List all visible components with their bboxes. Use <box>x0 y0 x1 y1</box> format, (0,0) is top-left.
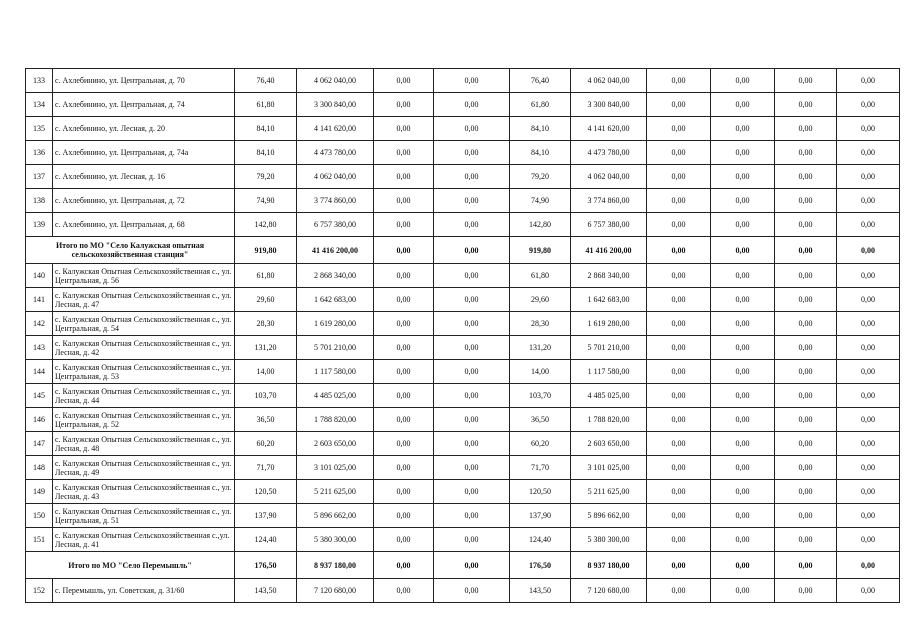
value-cell-5: 919,80 <box>510 237 571 264</box>
value-cell-5: 60,20 <box>510 432 571 456</box>
value-cell-7: 0,00 <box>647 552 711 579</box>
address-cell: с. Перемышль, ул. Советская, д. 31/60 <box>53 579 235 603</box>
value-cell-8: 0,00 <box>711 213 775 237</box>
address-cell: с. Ахлебинино, ул. Центральная, д. 72 <box>53 189 235 213</box>
address-cell: с. Калужская Опытная Сельскохозяйственная с., ул. Центральная, д. 56 <box>53 264 235 288</box>
value-cell-9: 0,00 <box>775 237 837 264</box>
value-cell-1: 143,50 <box>235 579 297 603</box>
value-cell-4: 0,00 <box>434 213 510 237</box>
value-cell-9: 0,00 <box>775 528 837 552</box>
value-cell-10: 0,00 <box>837 456 900 480</box>
value-cell-4: 0,00 <box>434 528 510 552</box>
value-cell-5: 71,70 <box>510 456 571 480</box>
row-number: 139 <box>26 213 53 237</box>
value-cell-8: 0,00 <box>711 117 775 141</box>
table-row <box>26 579 900 603</box>
value-cell-10: 0,00 <box>837 504 900 528</box>
value-cell-4: 0,00 <box>434 237 510 264</box>
value-cell-7: 0,00 <box>647 528 711 552</box>
value-cell-4: 0,00 <box>434 93 510 117</box>
value-cell-8: 0,00 <box>711 552 775 579</box>
value-cell-8: 0,00 <box>711 504 775 528</box>
address-cell: с. Калужская Опытная Сельскохозяйственная с., ул. Лесная, д. 48 <box>53 432 235 456</box>
value-cell-7: 0,00 <box>647 165 711 189</box>
value-cell-1: 131,20 <box>235 336 297 360</box>
row-number: 143 <box>26 336 53 360</box>
value-cell-1: 124,40 <box>235 528 297 552</box>
value-cell-10: 0,00 <box>837 93 900 117</box>
value-cell-8: 0,00 <box>711 189 775 213</box>
value-cell-9: 0,00 <box>775 360 837 384</box>
value-cell-9: 0,00 <box>775 432 837 456</box>
value-cell-8: 0,00 <box>711 456 775 480</box>
value-cell-3: 0,00 <box>374 93 434 117</box>
value-cell-8: 0,00 <box>711 288 775 312</box>
value-cell-10: 0,00 <box>837 528 900 552</box>
value-cell-9: 0,00 <box>775 552 837 579</box>
value-cell-7: 0,00 <box>647 189 711 213</box>
value-cell-2: 5 896 662,00 <box>297 504 374 528</box>
row-number: 140 <box>26 264 53 288</box>
value-cell-3: 0,00 <box>374 264 434 288</box>
value-cell-9: 0,00 <box>775 456 837 480</box>
value-cell-3: 0,00 <box>374 528 434 552</box>
value-cell-10: 0,00 <box>837 264 900 288</box>
table-row <box>26 189 900 213</box>
value-cell-6: 5 380 300,00 <box>571 528 647 552</box>
value-cell-10: 0,00 <box>837 237 900 264</box>
address-cell: с. Калужская Опытная Сельскохозяйственная с., ул. Центральная, д. 52 <box>53 408 235 432</box>
housing-program-table <box>25 68 900 603</box>
value-cell-4: 0,00 <box>434 69 510 93</box>
value-cell-7: 0,00 <box>647 93 711 117</box>
table-row <box>26 312 900 336</box>
value-cell-4: 0,00 <box>434 480 510 504</box>
value-cell-6: 5 896 662,00 <box>571 504 647 528</box>
value-cell-10: 0,00 <box>837 552 900 579</box>
value-cell-1: 137,90 <box>235 504 297 528</box>
table-row <box>26 528 900 552</box>
value-cell-9: 0,00 <box>775 93 837 117</box>
value-cell-10: 0,00 <box>837 384 900 408</box>
value-cell-5: 142,80 <box>510 213 571 237</box>
value-cell-5: 28,30 <box>510 312 571 336</box>
value-cell-6: 1 117 580,00 <box>571 360 647 384</box>
value-cell-9: 0,00 <box>775 384 837 408</box>
address-cell: с. Ахлебинино, ул. Центральная, д. 74 <box>53 93 235 117</box>
table-row <box>26 384 900 408</box>
address-cell: с. Калужская Опытная Сельскохозяйственная с., ул. Лесная, д. 43 <box>53 480 235 504</box>
value-cell-6: 1 788 820,00 <box>571 408 647 432</box>
value-cell-8: 0,00 <box>711 141 775 165</box>
value-cell-1: 919,80 <box>235 237 297 264</box>
row-number: 146 <box>26 408 53 432</box>
value-cell-8: 0,00 <box>711 69 775 93</box>
address-cell: с. Ахлебинино, ул. Центральная, д. 70 <box>53 69 235 93</box>
value-cell-7: 0,00 <box>647 237 711 264</box>
address-cell: с. Калужская Опытная Сельскохозяйственная с., ул. Лесная, д. 47 <box>53 288 235 312</box>
value-cell-3: 0,00 <box>374 288 434 312</box>
address-cell: с. Калужская Опытная Сельскохозяйственная с., ул. Центральная, д. 54 <box>53 312 235 336</box>
value-cell-3: 0,00 <box>374 432 434 456</box>
value-cell-5: 76,40 <box>510 69 571 93</box>
value-cell-8: 0,00 <box>711 165 775 189</box>
value-cell-1: 14,00 <box>235 360 297 384</box>
value-cell-6: 2 603 650,00 <box>571 432 647 456</box>
value-cell-6: 8 937 180,00 <box>571 552 647 579</box>
value-cell-8: 0,00 <box>711 264 775 288</box>
value-cell-7: 0,00 <box>647 213 711 237</box>
value-cell-8: 0,00 <box>711 360 775 384</box>
value-cell-9: 0,00 <box>775 312 837 336</box>
value-cell-4: 0,00 <box>434 312 510 336</box>
value-cell-2: 2 603 650,00 <box>297 432 374 456</box>
value-cell-7: 0,00 <box>647 117 711 141</box>
value-cell-5: 84,10 <box>510 117 571 141</box>
value-cell-1: 61,80 <box>235 264 297 288</box>
value-cell-4: 0,00 <box>434 336 510 360</box>
row-number: 137 <box>26 165 53 189</box>
value-cell-2: 1 788 820,00 <box>297 408 374 432</box>
value-cell-2: 3 774 860,00 <box>297 189 374 213</box>
value-cell-9: 0,00 <box>775 213 837 237</box>
table-row <box>26 165 900 189</box>
value-cell-1: 84,10 <box>235 141 297 165</box>
value-cell-7: 0,00 <box>647 456 711 480</box>
value-cell-6: 4 062 040,00 <box>571 165 647 189</box>
value-cell-4: 0,00 <box>434 504 510 528</box>
value-cell-9: 0,00 <box>775 264 837 288</box>
value-cell-3: 0,00 <box>374 141 434 165</box>
value-cell-3: 0,00 <box>374 189 434 213</box>
value-cell-5: 120,50 <box>510 480 571 504</box>
value-cell-6: 4 062 040,00 <box>571 69 647 93</box>
value-cell-10: 0,00 <box>837 288 900 312</box>
value-cell-4: 0,00 <box>434 360 510 384</box>
value-cell-1: 60,20 <box>235 432 297 456</box>
row-number: 138 <box>26 189 53 213</box>
value-cell-1: 74,90 <box>235 189 297 213</box>
value-cell-10: 0,00 <box>837 312 900 336</box>
row-number: 142 <box>26 312 53 336</box>
value-cell-4: 0,00 <box>434 165 510 189</box>
value-cell-10: 0,00 <box>837 213 900 237</box>
value-cell-6: 5 701 210,00 <box>571 336 647 360</box>
value-cell-6: 4 473 780,00 <box>571 141 647 165</box>
value-cell-2: 1 642 683,00 <box>297 288 374 312</box>
row-number: 150 <box>26 504 53 528</box>
value-cell-10: 0,00 <box>837 408 900 432</box>
value-cell-10: 0,00 <box>837 189 900 213</box>
value-cell-6: 5 211 625,00 <box>571 480 647 504</box>
row-number: 136 <box>26 141 53 165</box>
value-cell-2: 1 117 580,00 <box>297 360 374 384</box>
value-cell-2: 3 300 840,00 <box>297 93 374 117</box>
row-number: 144 <box>26 360 53 384</box>
total-label: Итого по МО "Село Перемышль" <box>26 552 235 579</box>
value-cell-8: 0,00 <box>711 579 775 603</box>
value-cell-10: 0,00 <box>837 432 900 456</box>
value-cell-2: 5 701 210,00 <box>297 336 374 360</box>
value-cell-7: 0,00 <box>647 264 711 288</box>
value-cell-1: 142,80 <box>235 213 297 237</box>
address-cell: с. Ахлебинино, ул. Лесная, д. 20 <box>53 117 235 141</box>
value-cell-10: 0,00 <box>837 336 900 360</box>
value-cell-4: 0,00 <box>434 141 510 165</box>
value-cell-10: 0,00 <box>837 579 900 603</box>
value-cell-7: 0,00 <box>647 288 711 312</box>
value-cell-3: 0,00 <box>374 408 434 432</box>
value-cell-3: 0,00 <box>374 117 434 141</box>
row-number: 149 <box>26 480 53 504</box>
value-cell-10: 0,00 <box>837 69 900 93</box>
value-cell-8: 0,00 <box>711 336 775 360</box>
value-cell-7: 0,00 <box>647 69 711 93</box>
table-row <box>26 480 900 504</box>
table-body <box>26 69 900 603</box>
value-cell-3: 0,00 <box>374 336 434 360</box>
value-cell-8: 0,00 <box>711 384 775 408</box>
total-label: Итого по МО "Село Калужская опытная сельскохозяйственная станция" <box>26 237 235 264</box>
value-cell-1: 28,30 <box>235 312 297 336</box>
value-cell-8: 0,00 <box>711 237 775 264</box>
value-cell-10: 0,00 <box>837 141 900 165</box>
value-cell-8: 0,00 <box>711 480 775 504</box>
table-row <box>26 336 900 360</box>
value-cell-4: 0,00 <box>434 384 510 408</box>
value-cell-1: 71,70 <box>235 456 297 480</box>
value-cell-3: 0,00 <box>374 213 434 237</box>
value-cell-2: 3 101 025,00 <box>297 456 374 480</box>
value-cell-5: 14,00 <box>510 360 571 384</box>
value-cell-2: 2 868 340,00 <box>297 264 374 288</box>
table-row <box>26 69 900 93</box>
value-cell-6: 1 619 280,00 <box>571 312 647 336</box>
row-number: 145 <box>26 384 53 408</box>
total-row <box>26 237 900 264</box>
row-number: 141 <box>26 288 53 312</box>
address-cell: с. Калужская Опытная Сельскохозяйственная с.,ул. Лесная, д. 41 <box>53 528 235 552</box>
value-cell-2: 4 062 040,00 <box>297 69 374 93</box>
value-cell-1: 79,20 <box>235 165 297 189</box>
address-cell: с. Ахлебинино, ул. Лесная, д. 16 <box>53 165 235 189</box>
value-cell-1: 76,40 <box>235 69 297 93</box>
value-cell-1: 61,80 <box>235 93 297 117</box>
value-cell-1: 176,50 <box>235 552 297 579</box>
value-cell-2: 7 120 680,00 <box>297 579 374 603</box>
value-cell-6: 1 642 683,00 <box>571 288 647 312</box>
value-cell-10: 0,00 <box>837 117 900 141</box>
value-cell-7: 0,00 <box>647 384 711 408</box>
value-cell-2: 5 211 625,00 <box>297 480 374 504</box>
value-cell-9: 0,00 <box>775 504 837 528</box>
table-row <box>26 141 900 165</box>
value-cell-2: 5 380 300,00 <box>297 528 374 552</box>
value-cell-8: 0,00 <box>711 432 775 456</box>
value-cell-9: 0,00 <box>775 141 837 165</box>
row-number: 151 <box>26 528 53 552</box>
value-cell-5: 176,50 <box>510 552 571 579</box>
value-cell-7: 0,00 <box>647 360 711 384</box>
value-cell-1: 29,60 <box>235 288 297 312</box>
table-row <box>26 456 900 480</box>
value-cell-5: 29,60 <box>510 288 571 312</box>
value-cell-3: 0,00 <box>374 480 434 504</box>
value-cell-4: 0,00 <box>434 456 510 480</box>
value-cell-5: 61,80 <box>510 93 571 117</box>
table-row <box>26 360 900 384</box>
table-row <box>26 432 900 456</box>
value-cell-9: 0,00 <box>775 69 837 93</box>
value-cell-2: 6 757 380,00 <box>297 213 374 237</box>
value-cell-8: 0,00 <box>711 93 775 117</box>
value-cell-5: 131,20 <box>510 336 571 360</box>
value-cell-3: 0,00 <box>374 456 434 480</box>
value-cell-2: 8 937 180,00 <box>297 552 374 579</box>
address-cell: с. Калужская Опытная Сельскохозяйственная с., ул. Центральная, д. 51 <box>53 504 235 528</box>
table-row <box>26 264 900 288</box>
value-cell-6: 4 141 620,00 <box>571 117 647 141</box>
value-cell-5: 84,10 <box>510 141 571 165</box>
table-row <box>26 93 900 117</box>
row-number: 148 <box>26 456 53 480</box>
value-cell-1: 103,70 <box>235 384 297 408</box>
value-cell-2: 4 485 025,00 <box>297 384 374 408</box>
address-cell: с. Калужская Опытная Сельскохозяйственная с., ул. Лесная, д. 44 <box>53 384 235 408</box>
table-row <box>26 117 900 141</box>
address-cell: с. Калужская Опытная Сельскохозяйственная с., ул. Центральная, д. 53 <box>53 360 235 384</box>
value-cell-1: 36,50 <box>235 408 297 432</box>
address-cell: с. Ахлебинино, ул. Центральная, д. 74а <box>53 141 235 165</box>
value-cell-4: 0,00 <box>434 117 510 141</box>
value-cell-3: 0,00 <box>374 504 434 528</box>
value-cell-3: 0,00 <box>374 237 434 264</box>
value-cell-5: 143,50 <box>510 579 571 603</box>
value-cell-6: 7 120 680,00 <box>571 579 647 603</box>
value-cell-3: 0,00 <box>374 69 434 93</box>
value-cell-3: 0,00 <box>374 360 434 384</box>
value-cell-9: 0,00 <box>775 336 837 360</box>
value-cell-4: 0,00 <box>434 579 510 603</box>
value-cell-3: 0,00 <box>374 579 434 603</box>
table-row <box>26 288 900 312</box>
total-row <box>26 552 900 579</box>
value-cell-8: 0,00 <box>711 312 775 336</box>
value-cell-4: 0,00 <box>434 189 510 213</box>
value-cell-9: 0,00 <box>775 117 837 141</box>
value-cell-1: 120,50 <box>235 480 297 504</box>
value-cell-5: 36,50 <box>510 408 571 432</box>
value-cell-4: 0,00 <box>434 408 510 432</box>
value-cell-9: 0,00 <box>775 288 837 312</box>
row-number: 135 <box>26 117 53 141</box>
value-cell-6: 2 868 340,00 <box>571 264 647 288</box>
value-cell-7: 0,00 <box>647 579 711 603</box>
value-cell-4: 0,00 <box>434 264 510 288</box>
row-number: 152 <box>26 579 53 603</box>
value-cell-9: 0,00 <box>775 408 837 432</box>
value-cell-6: 4 485 025,00 <box>571 384 647 408</box>
value-cell-3: 0,00 <box>374 552 434 579</box>
value-cell-6: 3 774 860,00 <box>571 189 647 213</box>
address-cell: с. Калужская Опытная Сельскохозяйственная с., ул. Лесная, д. 42 <box>53 336 235 360</box>
value-cell-5: 79,20 <box>510 165 571 189</box>
table-row <box>26 504 900 528</box>
value-cell-7: 0,00 <box>647 312 711 336</box>
value-cell-2: 1 619 280,00 <box>297 312 374 336</box>
value-cell-3: 0,00 <box>374 312 434 336</box>
value-cell-5: 61,80 <box>510 264 571 288</box>
value-cell-9: 0,00 <box>775 480 837 504</box>
value-cell-10: 0,00 <box>837 360 900 384</box>
row-number: 133 <box>26 69 53 93</box>
value-cell-9: 0,00 <box>775 165 837 189</box>
value-cell-7: 0,00 <box>647 141 711 165</box>
value-cell-9: 0,00 <box>775 189 837 213</box>
value-cell-7: 0,00 <box>647 504 711 528</box>
value-cell-6: 6 757 380,00 <box>571 213 647 237</box>
value-cell-1: 84,10 <box>235 117 297 141</box>
value-cell-4: 0,00 <box>434 288 510 312</box>
value-cell-5: 124,40 <box>510 528 571 552</box>
value-cell-7: 0,00 <box>647 480 711 504</box>
table-row <box>26 213 900 237</box>
value-cell-5: 74,90 <box>510 189 571 213</box>
value-cell-6: 41 416 200,00 <box>571 237 647 264</box>
value-cell-8: 0,00 <box>711 528 775 552</box>
value-cell-2: 4 062 040,00 <box>297 165 374 189</box>
value-cell-2: 4 141 620,00 <box>297 117 374 141</box>
address-cell: с. Калужская Опытная Сельскохозяйственная с., ул. Лесная, д. 49 <box>53 456 235 480</box>
value-cell-2: 4 473 780,00 <box>297 141 374 165</box>
value-cell-2: 41 416 200,00 <box>297 237 374 264</box>
value-cell-10: 0,00 <box>837 165 900 189</box>
value-cell-8: 0,00 <box>711 408 775 432</box>
table-row <box>26 408 900 432</box>
value-cell-3: 0,00 <box>374 165 434 189</box>
value-cell-7: 0,00 <box>647 408 711 432</box>
value-cell-4: 0,00 <box>434 552 510 579</box>
value-cell-6: 3 101 025,00 <box>571 456 647 480</box>
value-cell-3: 0,00 <box>374 384 434 408</box>
row-number: 134 <box>26 93 53 117</box>
value-cell-4: 0,00 <box>434 432 510 456</box>
value-cell-7: 0,00 <box>647 432 711 456</box>
value-cell-9: 0,00 <box>775 579 837 603</box>
address-cell: с. Ахлебинино, ул. Центральная, д. 68 <box>53 213 235 237</box>
value-cell-5: 103,70 <box>510 384 571 408</box>
value-cell-10: 0,00 <box>837 480 900 504</box>
value-cell-6: 3 300 840,00 <box>571 93 647 117</box>
value-cell-7: 0,00 <box>647 336 711 360</box>
row-number: 147 <box>26 432 53 456</box>
value-cell-5: 137,90 <box>510 504 571 528</box>
